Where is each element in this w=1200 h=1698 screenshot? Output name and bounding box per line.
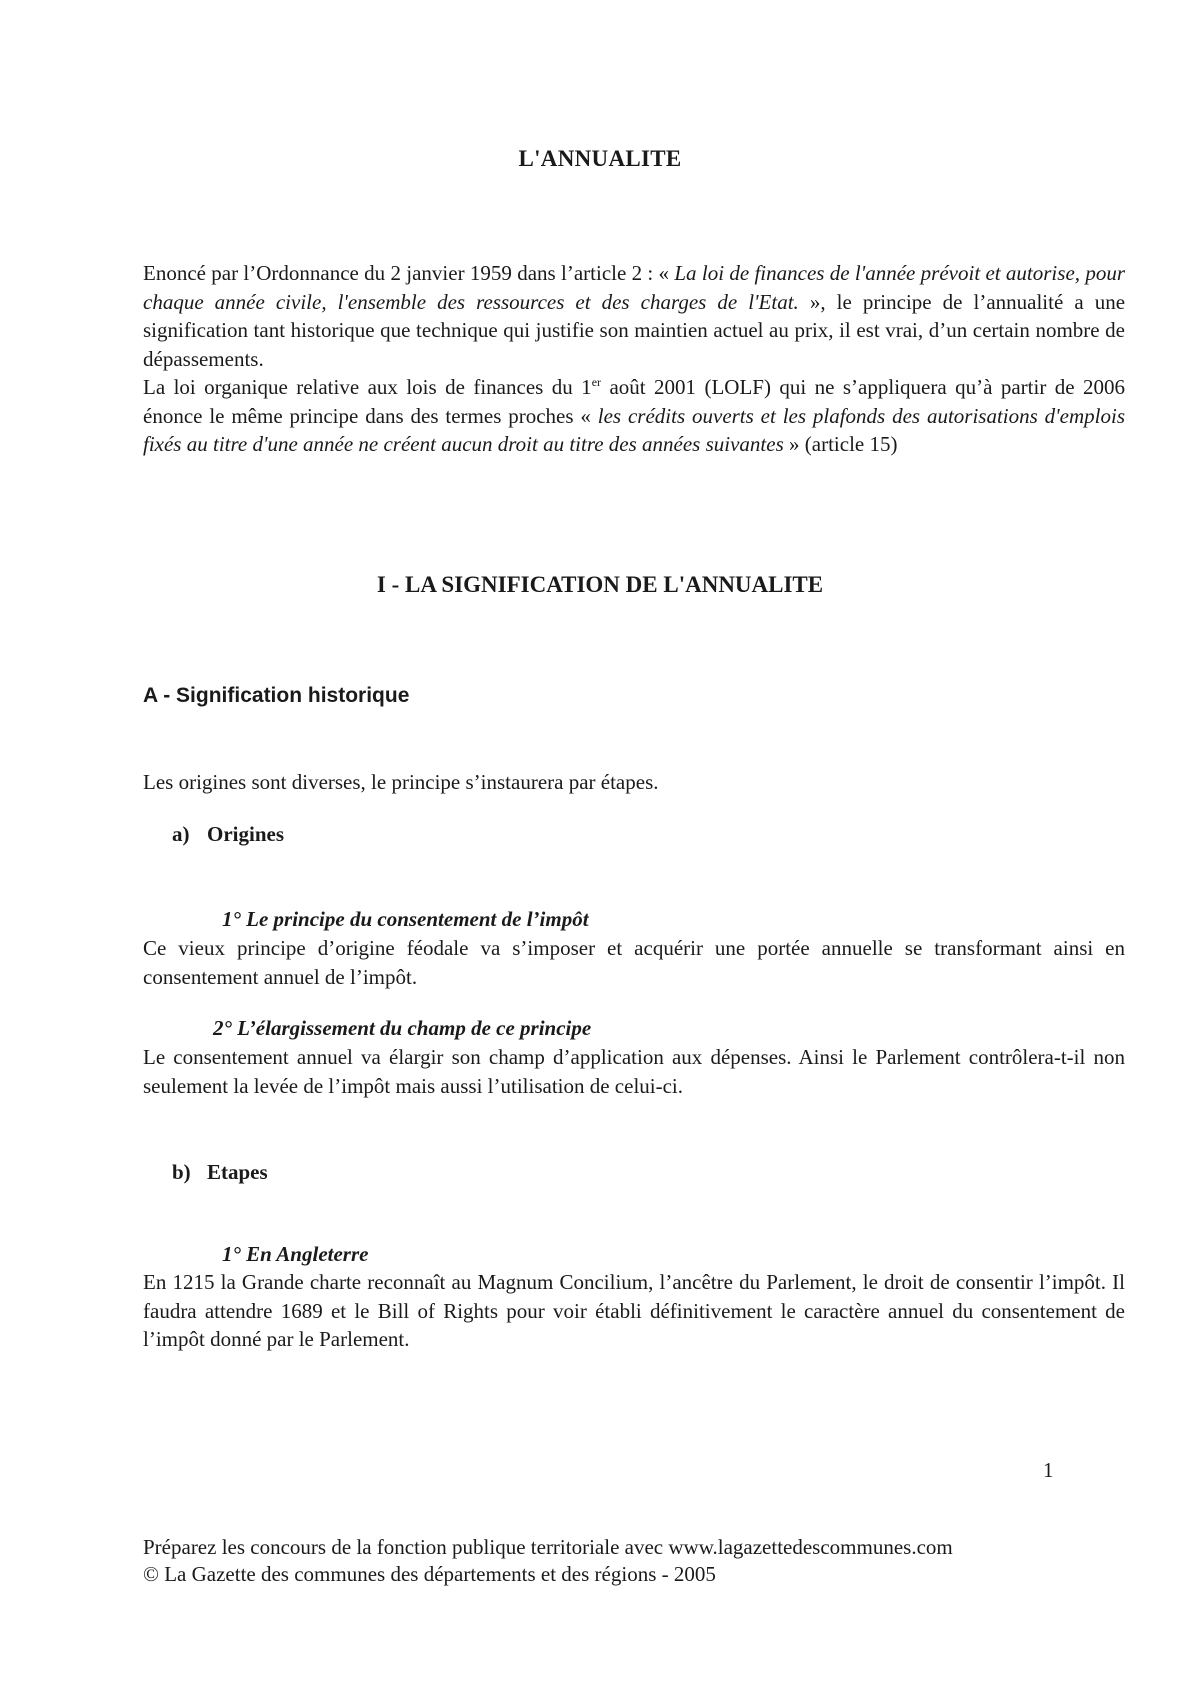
lolf-text-mid: août 2001 (LOLF) qui ne s’appliquera qu’à partir de 2006 énonce le même principe dans des termes proches « <box>143 375 1126 428</box>
intro-text-end: », le principe de l’annualité a une signification tant historique que technique qui justifie son maintien actuel au prix, il est vrai, d’un certain nombre de dépassements. <box>143 289 1126 371</box>
intro-quote: La loi de finances de l'année prévoit et autorise, pour chaque année civile, l'ensemble des ressources et des charges de l'Etat. <box>143 261 1125 314</box>
item-text-consentement: Ce vieux principe d’origine féodale va s’imposer et acquérir une portée annuelle se transformant ainsi en consentement annuel de l’impôt. <box>143 936 1125 989</box>
item-text-elargissement: Le consentement annuel va élargir son champ d’application aux dépenses. Ainsi le Parlement contrôlera-t-il non seulement la levée de l’impôt mais aussi l’utilisation de celui-ci. <box>143 1045 1125 1098</box>
item-heading-elargissement: 2° L’élargissement du champ de ce principe <box>213 1016 592 1040</box>
item-text-angleterre: En 1215 la Grande charte reconnaît au Magnum Concilium, l’ancêtre du Parlement, le droit de consentir l’impôt. Il faudra attendre 1689 et le Bill of Rights pour voir établi définitivement le caractère annuel du consentement de l’impôt donné par le Parlement. <box>143 1270 1125 1351</box>
subsection-etapes <box>172 1160 268 1185</box>
item-heading-consentement: 1° Le principe du consentement de l’impôt <box>222 907 589 931</box>
lolf-quote: les crédits ouverts et les plafonds des autorisations d'emplois fixés au titre d'une année ne créent aucun droit au titre des années suivantes <box>143 403 1125 456</box>
footer-line-2: © La Gazette des communes des départements et des régions - 2005 <box>143 1562 716 1586</box>
intro-paragraph-1 <box>143 259 1125 373</box>
part-heading: I - LA SIGNIFICATION DE L'ANNUALITE <box>376 572 824 597</box>
item-heading-angleterre: 1° En Angleterre <box>222 1242 369 1266</box>
intro-paragraph-2 <box>143 373 1125 459</box>
list-marker: b) <box>172 1160 191 1184</box>
lolf-text-end: » (article 15) <box>783 432 898 456</box>
ordinal-superscript: er <box>591 375 602 389</box>
document-title: L'ANNUALITE <box>518 146 682 171</box>
subsection-label: Etapes <box>207 1160 268 1184</box>
subsection-label: Origines <box>207 822 284 846</box>
origins-intro: Les origines sont diverses, le principe s’instaurera par étapes. <box>143 770 659 794</box>
intro-text: Enoncé par l’Ordonnance du 2 janvier 1959 dans l’article 2 : « <box>143 261 675 285</box>
page-number: 1 <box>1043 1458 1054 1482</box>
section-heading: A - Signification historique <box>143 684 410 707</box>
lolf-text: La loi organique relative aux lois de finances du 1 <box>143 375 592 399</box>
subsection-origines <box>172 822 284 847</box>
footer-line-1: Préparez les concours de la fonction publique territoriale avec www.lagazettedescommunes.com <box>143 1535 953 1559</box>
list-marker: a) <box>172 822 190 846</box>
